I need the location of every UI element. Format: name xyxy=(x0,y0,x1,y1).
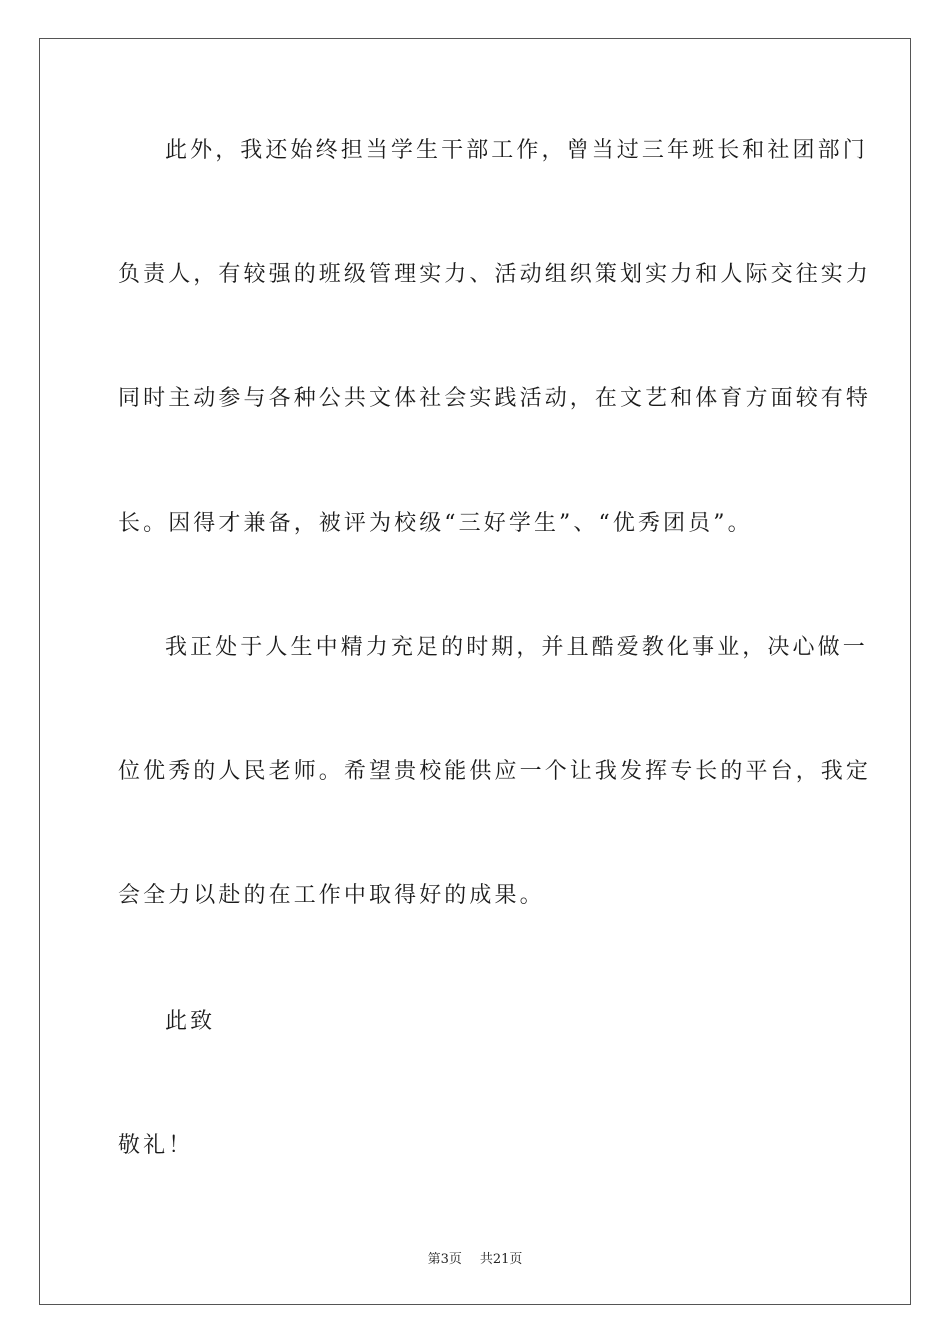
paragraph-line-3: 同时主动参与各种公共文体社会实践活动，在文艺和体育方面较有特 xyxy=(118,386,872,411)
page-number: 第3页 xyxy=(427,1252,462,1267)
paragraph-line-5: 我正处于人生中精力充足的时期，并且酷爱教化事业，决心做一 xyxy=(165,635,868,660)
closing-salutation: 此致 xyxy=(165,1009,216,1034)
paragraph-line-7: 会全力以赴的在工作中取得好的成果。 xyxy=(118,883,545,908)
paragraph-line-6: 位优秀的人民老师。希望贵校能供应一个让我发挥专长的平台，我定 xyxy=(118,759,872,784)
paragraph-line-4: 长。因得才兼备，被评为校级“三好学生”、“优秀团员”。 xyxy=(118,511,753,536)
paragraph-line-2: 负责人，有较强的班级管理实力、活动组织策划实力和人际交往实力 xyxy=(118,262,872,287)
closing-regards: 敬礼！ xyxy=(118,1133,194,1158)
paragraph-line-1: 此外，我还始终担当学生干部工作，曾当过三年班长和社团部门 xyxy=(165,138,868,163)
page-total: 共21页 xyxy=(479,1252,523,1267)
page-footer xyxy=(0,1248,950,1267)
page-border xyxy=(39,38,911,1305)
